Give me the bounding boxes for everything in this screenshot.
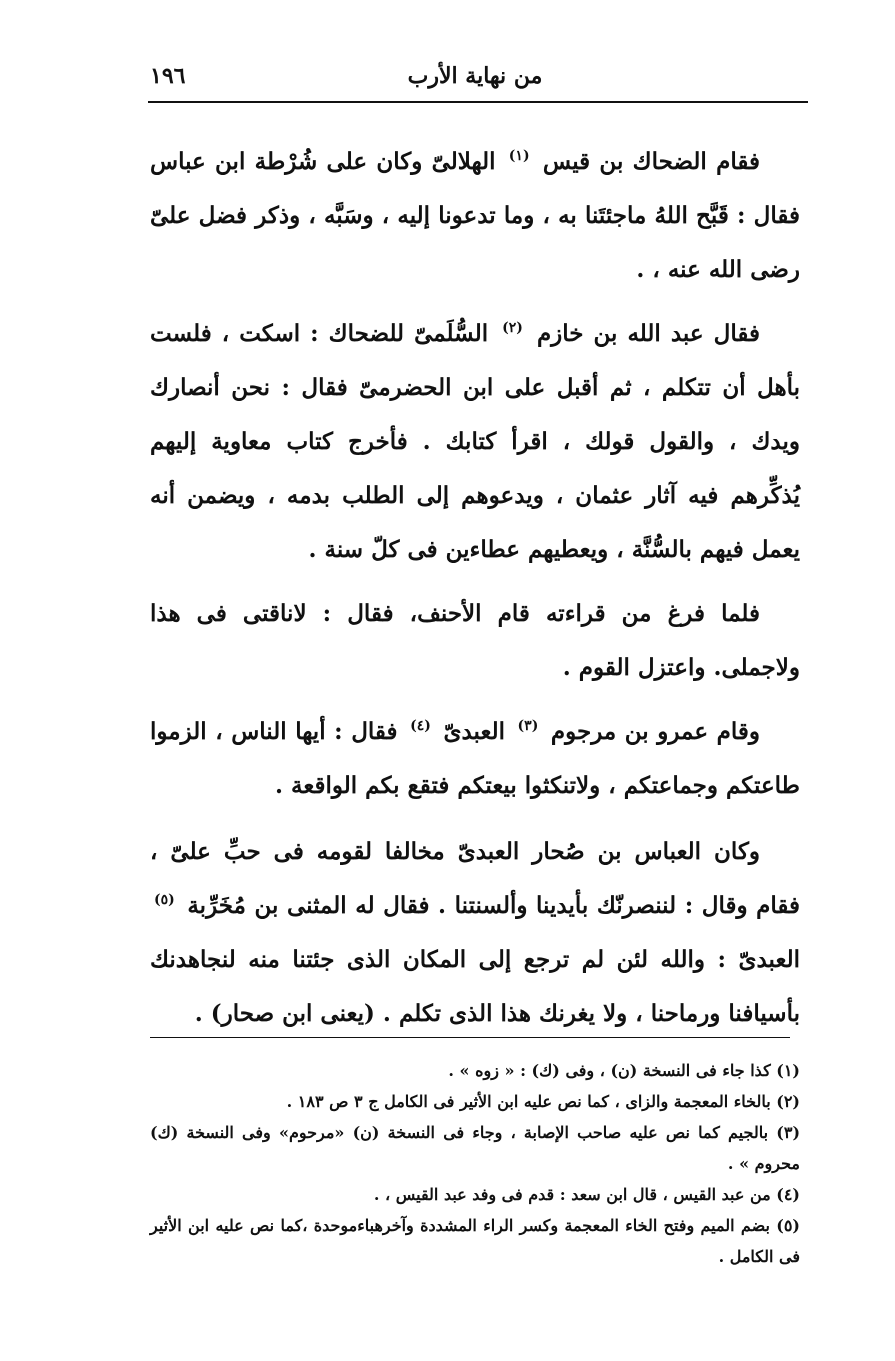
paragraph-text: العبدىّ : والله لئن لم ترجع إلى المكان الذى جئتنا منه لنجاهدنك بأسيافنا ورماحنا ، ولا يغرنك هذا الذى تكلم . (يعنى ابن صحار) . xyxy=(150,946,800,1027)
footnote-marker: (٤) xyxy=(410,718,431,735)
footnote-4: (٤) من عبد القيس ، قال ابن سعد : قدم فى وفد عبد القيس ، . xyxy=(373,1185,800,1204)
footnote-1: (١) كذا جاء فى النسخة (ن) ، وفى (ك) : « زوه » . xyxy=(448,1061,800,1080)
paragraph-5 xyxy=(150,825,800,1041)
footnote-marker: (٥) xyxy=(154,892,175,909)
footnote-marker: (٣) xyxy=(517,718,539,735)
footnote-separator xyxy=(150,1037,790,1038)
header-rule xyxy=(148,101,808,103)
paragraph-text: فقام الضحاك بن قيس xyxy=(542,148,760,175)
running-title: من نهاية الأرب xyxy=(407,63,543,89)
footnote-5: (٥) بضم الميم وفتح الخاء المعجمة وكسر الراء المشددة وآخرهباءموحدة ،كما نص عليه ابن الأثير فى الكامل . xyxy=(150,1216,800,1266)
footnote-3: (٣) بالجيم كما نص عليه صاحب الإصابة ، وجاء فى النسخة (ن) «مرحوم» وفى النسخة (ك) محروم » . xyxy=(150,1123,801,1173)
paragraph-3 xyxy=(150,587,800,695)
paragraph-text: فلما فرغ من قراءته قام الأحنف، فقال : لاناقتى فى هذا ولاجملى. واعتزل القوم . xyxy=(150,600,800,681)
footnote-2: (٢) بالخاء المعجمة والزاى ، كما نص عليه ابن الأثير فى الكامل ج ٣ ص ١٨٣ . xyxy=(286,1092,800,1111)
paragraph-text: الهلالىّ وكان على شُرْطة ابن عباس فقال : قَبَّح اللهُ ماجئتَنا به ، وما تدعونا إليه ، وسَبَّه ، وذكر فضل علىّ رضى الله عنه ، . xyxy=(150,148,800,283)
paragraph-text: وكان العباس بن صُحار العبدىّ مخالفا لقومه فى حبِّ علىّ ، فقام وقال : لننصرنّك بأيدينا وألسنتنا . فقال له المثنى بن مُخَرِّبة xyxy=(150,838,800,919)
paragraph-4 xyxy=(150,705,800,813)
paragraph-text: وقام عمرو بن مرجوم xyxy=(550,718,760,745)
paragraph-text: فقال عبد الله بن خازم xyxy=(536,320,760,347)
main-text xyxy=(150,135,800,1041)
paragraph-text: السُّلَمىّ للضحاك : اسكت ، فلست بأهل أن تتكلم ، ثم أقبل على ابن الحضرمىّ فقال : نحن أنصارك ويدك ، والقول قولك ، اقرأ كتابك . فأخرج كتاب معاوية إليهم يُذكِّرهم فيه آثار عثمان ، ويدعوهم إلى الطلب بدمه ، ويضمن أنه يعمل فيهم بالسُّنَّة ، ويعطيهم عطاءين فى كلّ سنة . xyxy=(150,320,800,563)
paragraph-2 xyxy=(150,307,800,577)
page-number: ١٩٦ xyxy=(150,63,186,89)
book-page xyxy=(150,55,800,1335)
paragraph-1 xyxy=(150,135,800,297)
paragraph-text: العبدىّ xyxy=(443,718,505,745)
footnote-marker: (١) xyxy=(508,148,530,165)
page-header xyxy=(150,55,800,97)
footnotes xyxy=(150,1055,800,1272)
footnote-marker: (٢) xyxy=(502,320,523,337)
paragraph-text: فقال : أيها الناس ، الزموا طاعتكم وجماعتكم ، ولاتنكثوا بيعتكم فتقع بكم الواقعة . xyxy=(150,718,800,799)
